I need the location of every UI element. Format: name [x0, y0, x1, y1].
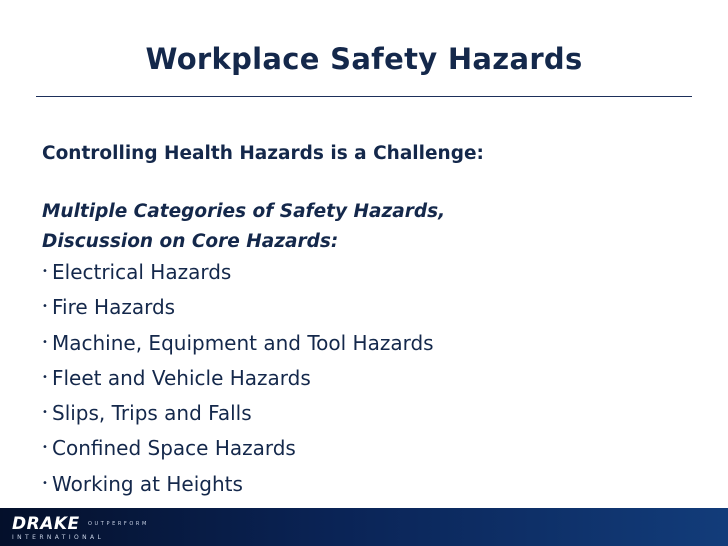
- subheading-line-1: Multiple Categories of Safety Hazards,: [42, 201, 446, 222]
- footer-bar: [0, 508, 728, 546]
- list-item: [42, 398, 702, 433]
- list-item: [42, 363, 702, 398]
- list-item: [42, 292, 702, 327]
- spacer: [42, 167, 702, 197]
- list-item-text: Fire Hazards: [52, 295, 176, 320]
- bullet-icon: •: [42, 477, 48, 489]
- list-item-text: Fleet and Vehicle Hazards: [52, 365, 311, 390]
- list-item: [42, 257, 702, 292]
- list-item: [42, 469, 702, 504]
- logo-wordmark: DRAKE: [12, 514, 80, 534]
- logo-subtext: INTERNATIONAL: [12, 534, 105, 541]
- bullet-icon: •: [42, 336, 48, 348]
- bullet-icon: •: [42, 442, 48, 454]
- list-item-text: Confined Space Hazards: [52, 436, 296, 461]
- section-heading: Controlling Health Hazards is a Challenge:: [42, 143, 484, 164]
- title-divider: [36, 96, 692, 97]
- hazard-list: [42, 257, 702, 504]
- list-item: [42, 433, 702, 468]
- slide-content: [42, 140, 702, 504]
- list-item-text: Machine, Equipment and Tool Hazards: [52, 330, 434, 355]
- slide-title: Workplace Safety Hazards: [145, 42, 583, 76]
- list-item-text: Slips, Trips and Falls: [52, 401, 252, 426]
- list-item-text: Working at Heights: [52, 471, 243, 496]
- logo-tagline: OUTPERFORM: [88, 521, 149, 527]
- bullet-icon: •: [42, 407, 48, 419]
- bullet-icon: •: [42, 301, 48, 313]
- list-item-text: Electrical Hazards: [52, 260, 232, 284]
- bullet-icon: •: [42, 371, 48, 383]
- subheading-line-2: Discussion on Core Hazards:: [42, 231, 339, 252]
- bullet-icon: •: [42, 266, 48, 277]
- list-item: [42, 328, 702, 363]
